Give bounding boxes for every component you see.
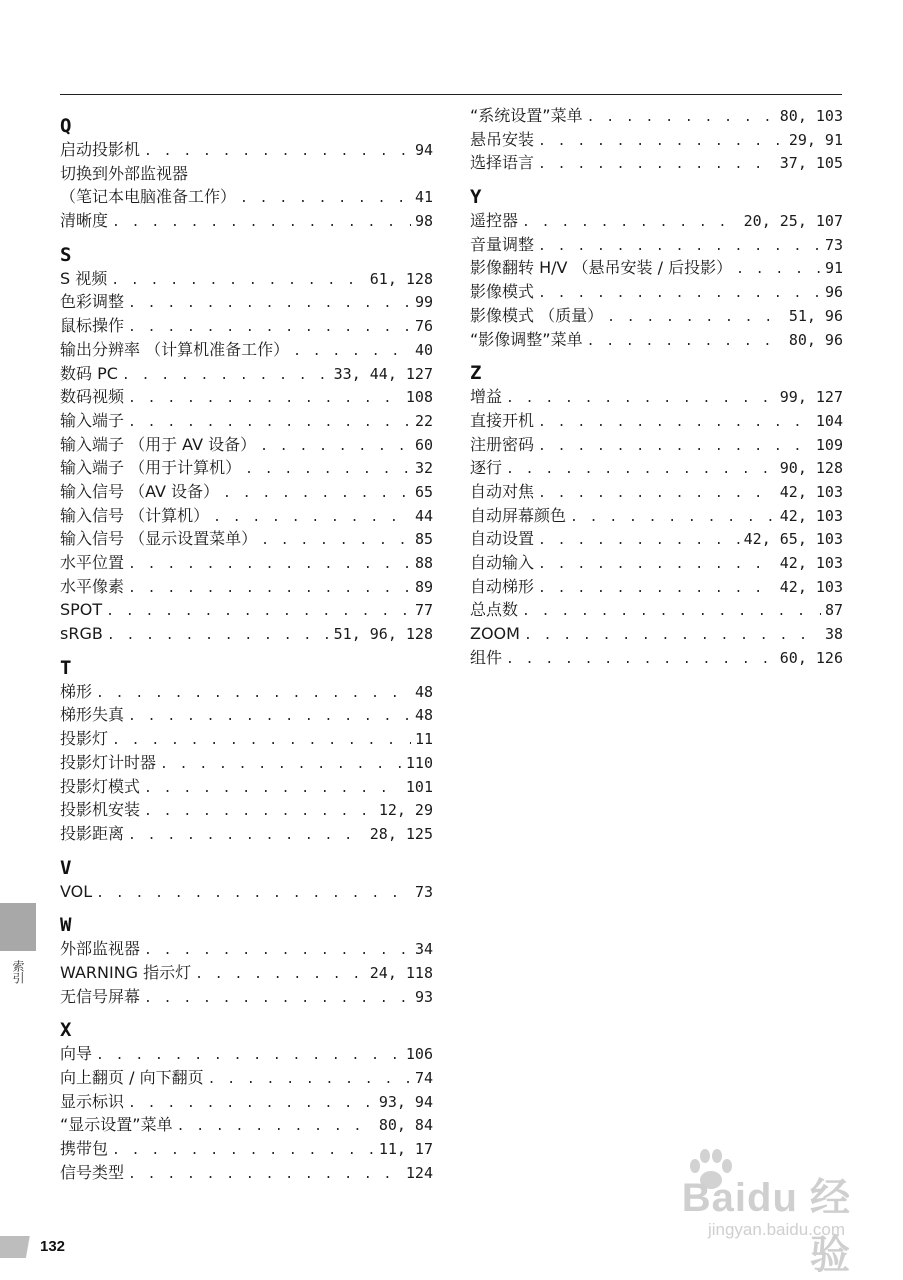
dot-leader xyxy=(538,553,776,575)
index-column-left xyxy=(60,104,433,1184)
index-section xyxy=(60,1018,433,1184)
dot-leader xyxy=(538,435,812,457)
dot-leader xyxy=(522,600,821,622)
entry-pages: 11, 17 xyxy=(378,1140,433,1159)
entry-pages: 22 xyxy=(414,411,433,430)
chapter-label: 索引 xyxy=(11,960,25,984)
dot-leader xyxy=(538,529,740,551)
entry-term: 音量调整 xyxy=(470,234,535,254)
entry-pages: 42, 103 xyxy=(779,482,843,501)
dot-leader xyxy=(128,1092,375,1114)
entry-term: 数码 PC xyxy=(60,363,118,383)
entry-term: 总点数 xyxy=(470,600,519,620)
index-entry xyxy=(60,751,433,775)
section-letter: Q xyxy=(60,115,72,137)
dot-leader xyxy=(128,1163,402,1185)
entry-term: 外部监视器 xyxy=(60,939,141,959)
dot-leader xyxy=(106,600,411,622)
index-entry xyxy=(60,1090,433,1114)
index-entry xyxy=(60,775,433,799)
dot-leader xyxy=(96,882,411,904)
entry-pages: 29, 91 xyxy=(788,130,843,149)
index-entry xyxy=(470,104,843,128)
entry-pages: 110 xyxy=(405,753,433,772)
dot-leader xyxy=(128,316,411,338)
entry-term: 自动屏幕颜色 xyxy=(470,505,567,525)
dot-leader xyxy=(144,939,411,961)
entry-pages: 34 xyxy=(414,940,433,959)
dot-leader xyxy=(506,387,776,409)
dot-leader xyxy=(111,269,366,291)
entry-pages: 73 xyxy=(824,235,843,254)
index-entry xyxy=(470,128,843,152)
index-entry xyxy=(470,433,843,457)
entry-pages: 74 xyxy=(414,1069,433,1087)
entry-pages: 51, 96 xyxy=(788,306,843,325)
dot-leader xyxy=(240,187,411,209)
entry-term: 向导 xyxy=(60,1044,93,1064)
entry-pages: 89 xyxy=(414,577,433,596)
watermark-url: jingyan.baidu.com xyxy=(707,1220,845,1239)
entry-pages: 90, 128 xyxy=(779,459,843,478)
dot-leader xyxy=(208,1068,411,1090)
entry-term: “显示设置”菜单 xyxy=(60,1115,173,1135)
watermark xyxy=(651,1148,851,1277)
entry-term: WARNING 指示灯 xyxy=(60,962,192,982)
index-entry xyxy=(60,385,433,409)
entry-term: 直接开机 xyxy=(470,410,535,430)
entry-term: （笔记本电脑准备工作） xyxy=(60,187,237,207)
index-entry xyxy=(60,267,433,291)
entry-term: “影像调整”菜单 xyxy=(470,329,583,349)
entry-term: 投影灯模式 xyxy=(60,776,141,796)
index-entry xyxy=(60,798,433,822)
entry-term: 投影灯 xyxy=(60,729,109,749)
index-entry xyxy=(60,338,433,362)
entry-term: 影像模式 xyxy=(470,282,535,302)
index-entry xyxy=(60,551,433,575)
entry-pages: 61, 128 xyxy=(369,269,433,288)
entry-term: 启动投影机 xyxy=(60,140,141,159)
index-section xyxy=(470,104,843,175)
dot-leader xyxy=(177,1115,375,1137)
entry-term: SPOT xyxy=(60,600,103,620)
dot-leader xyxy=(245,458,411,480)
entry-pages: 87 xyxy=(824,601,843,620)
index-section xyxy=(60,856,433,904)
entry-pages: 80, 96 xyxy=(788,330,843,349)
watermark-logo: Baidu 经验 xyxy=(681,1176,851,1277)
entry-term: 梯形失真 xyxy=(60,705,125,725)
index-entry xyxy=(60,961,433,985)
entry-term: 注册密码 xyxy=(470,434,535,454)
index-entry xyxy=(60,504,433,528)
index-entry xyxy=(60,314,433,338)
entry-term: 输入端子 xyxy=(60,410,125,430)
entry-term: sRGB xyxy=(60,624,103,644)
index-entry xyxy=(60,985,433,1009)
index-entry xyxy=(470,151,843,175)
index-section xyxy=(60,243,433,646)
entry-term: 向上翻页 / 向下翻页 xyxy=(60,1068,204,1087)
index-entry xyxy=(60,433,433,457)
entry-pages: 33, 44, 127 xyxy=(333,364,433,383)
index-entry xyxy=(470,480,843,504)
entry-term: 输出分辨率 （计算机准备工作） xyxy=(60,339,290,359)
entry-pages: 109 xyxy=(815,435,843,454)
entry-term: 逐行 xyxy=(470,458,503,478)
entry-pages: 20, 25, 107 xyxy=(743,212,843,231)
dot-leader xyxy=(607,306,785,328)
dot-leader xyxy=(538,411,812,433)
dot-leader xyxy=(128,411,411,433)
dot-leader xyxy=(524,624,821,646)
index-entry xyxy=(60,527,433,551)
entry-term: 清晰度 xyxy=(60,211,109,231)
dot-leader xyxy=(96,682,411,704)
entry-pages: 96 xyxy=(824,283,843,302)
entry-term: 切换到外部监视器 xyxy=(60,163,189,183)
index-section xyxy=(60,656,433,846)
entry-term: 自动对焦 xyxy=(470,481,535,501)
entry-term: 投影机安装 xyxy=(60,800,141,820)
entry-term: 水平位置 xyxy=(60,553,125,572)
index-entry xyxy=(470,328,843,352)
entry-term: “系统设置”菜单 xyxy=(470,106,583,125)
dot-leader xyxy=(128,705,411,727)
index-section xyxy=(60,114,433,233)
index-section xyxy=(470,185,843,351)
dot-leader xyxy=(506,458,776,480)
entry-pages: 12, 29 xyxy=(378,801,433,820)
index-entry xyxy=(60,680,433,704)
entry-term: 自动梯形 xyxy=(470,576,535,596)
entry-pages: 94 xyxy=(414,141,433,159)
index-entry xyxy=(60,362,433,386)
dot-leader xyxy=(522,211,740,233)
entry-term: 输入信号 （计算机） xyxy=(60,505,210,525)
entry-term: 鼠标操作 xyxy=(60,316,125,336)
dot-leader xyxy=(195,963,366,985)
index-entry xyxy=(60,290,433,314)
section-letter: X xyxy=(60,1019,72,1042)
entry-pages: 124 xyxy=(405,1163,433,1182)
dot-leader xyxy=(112,1139,375,1161)
dot-leader xyxy=(587,106,776,128)
index-entry xyxy=(470,527,843,551)
index-entry xyxy=(470,304,843,328)
dot-leader xyxy=(538,577,776,599)
entry-term: 影像模式 （质量） xyxy=(470,305,604,325)
entry-pages: 48 xyxy=(414,682,433,701)
entry-term: 显示标识 xyxy=(60,1091,125,1111)
entry-pages: 44 xyxy=(414,506,433,525)
entry-pages: 101 xyxy=(405,777,433,796)
entry-term: 选择语言 xyxy=(470,153,535,173)
entry-pages: 93 xyxy=(414,987,433,1006)
dot-leader xyxy=(112,211,411,233)
dot-leader xyxy=(96,1044,402,1066)
dot-leader xyxy=(122,364,330,386)
chapter-tab xyxy=(0,903,36,951)
index-entry xyxy=(60,138,433,162)
entry-pages: 99, 127 xyxy=(779,388,843,407)
index-entry xyxy=(60,1161,433,1185)
entry-pages: 106 xyxy=(405,1045,433,1064)
section-letter: Z xyxy=(470,362,482,385)
entry-term: S 视频 xyxy=(60,268,108,288)
index-entry xyxy=(470,256,843,280)
entry-term: ZOOM xyxy=(470,624,520,644)
entry-pages: 42, 103 xyxy=(779,506,843,525)
entry-term: 投影距离 xyxy=(60,823,125,843)
entry-pages: 104 xyxy=(815,411,843,430)
index-entry xyxy=(60,880,433,904)
dot-leader xyxy=(128,553,411,575)
entry-term: 输入信号 （AV 设备） xyxy=(60,481,220,501)
section-letter: V xyxy=(60,856,72,879)
entry-pages: 93, 94 xyxy=(378,1092,433,1111)
dot-leader xyxy=(506,648,776,670)
entry-pages: 38 xyxy=(824,625,843,644)
dot-leader xyxy=(144,800,375,822)
entry-pages: 48 xyxy=(414,706,433,725)
entry-pages: 80, 84 xyxy=(378,1116,433,1135)
index-section xyxy=(60,913,433,1008)
entry-term: 输入端子 （用于 AV 设备） xyxy=(60,434,257,454)
entry-pages: 80, 103 xyxy=(779,107,843,125)
dot-leader xyxy=(587,330,785,352)
entry-pages: 37, 105 xyxy=(779,154,843,173)
entry-pages: 85 xyxy=(414,530,433,549)
index-entry xyxy=(470,209,843,233)
entry-pages: 60 xyxy=(414,435,433,454)
index-entry xyxy=(470,280,843,304)
index-entry xyxy=(60,822,433,846)
entry-term: 投影灯计时器 xyxy=(60,752,157,772)
index-column-right xyxy=(470,104,843,669)
index-entry xyxy=(60,185,433,209)
dot-leader xyxy=(128,292,411,314)
entry-pages: 76 xyxy=(414,317,433,336)
dot-leader xyxy=(223,482,411,504)
dot-leader xyxy=(128,824,366,846)
entry-pages: 91 xyxy=(824,259,843,278)
index-entry xyxy=(60,480,433,504)
index-entry xyxy=(60,456,433,480)
entry-term: VOL xyxy=(60,881,93,901)
index-entry xyxy=(60,727,433,751)
dot-leader xyxy=(160,753,402,775)
entry-pages: 65 xyxy=(414,482,433,501)
top-rule xyxy=(60,94,842,95)
dot-leader xyxy=(144,777,402,799)
entry-term: 色彩调整 xyxy=(60,292,125,312)
entry-pages: 73 xyxy=(414,882,433,901)
dot-leader xyxy=(538,153,776,175)
entry-term: 输入端子 （用于计算机） xyxy=(60,458,242,478)
entry-term: 增益 xyxy=(470,387,503,407)
entry-pages: 60, 126 xyxy=(779,648,843,667)
entry-term: 输入信号 （显示设置菜单） xyxy=(60,529,258,549)
index-entry xyxy=(470,456,843,480)
index-entry xyxy=(60,1137,433,1161)
index-entry xyxy=(470,551,843,575)
entry-pages: 11 xyxy=(414,730,433,749)
index-entry xyxy=(60,1113,433,1137)
index-entry xyxy=(470,385,843,409)
dot-leader xyxy=(736,258,821,280)
page-number: 132 xyxy=(40,1238,66,1255)
dot-leader xyxy=(570,506,776,528)
entry-term: 无信号屏幕 xyxy=(60,986,141,1006)
index-entry xyxy=(60,162,433,186)
index-entry xyxy=(60,409,433,433)
dot-leader xyxy=(144,140,411,162)
section-letter: W xyxy=(60,914,72,937)
index-entry xyxy=(470,233,843,257)
index-entry xyxy=(470,622,843,646)
dot-leader xyxy=(144,987,411,1009)
index-entry xyxy=(470,504,843,528)
entry-pages: 24, 118 xyxy=(369,963,433,982)
entry-term: 信号类型 xyxy=(60,1162,125,1182)
entry-term: 携带包 xyxy=(60,1139,109,1159)
entry-pages: 40 xyxy=(414,340,433,359)
entry-term: 数码视频 xyxy=(60,387,125,407)
dot-leader xyxy=(538,130,785,152)
entry-pages: 42, 103 xyxy=(779,577,843,596)
dot-leader xyxy=(538,235,821,257)
dot-leader xyxy=(538,282,821,304)
dot-leader xyxy=(261,529,411,551)
entry-term: 悬吊安装 xyxy=(470,129,535,149)
entry-term: 自动输入 xyxy=(470,553,535,572)
entry-pages: 98 xyxy=(414,212,433,231)
index-entry xyxy=(60,937,433,961)
dot-leader xyxy=(538,482,776,504)
index-entry xyxy=(470,646,843,670)
dot-leader xyxy=(213,506,411,528)
entry-pages: 51, 96, 128 xyxy=(333,625,433,644)
entry-pages: 28, 125 xyxy=(369,824,433,843)
index-entry xyxy=(60,703,433,727)
entry-term: 梯形 xyxy=(60,681,93,701)
index-entry xyxy=(60,622,433,646)
entry-pages: 77 xyxy=(414,601,433,620)
dot-leader xyxy=(128,577,411,599)
index-entry xyxy=(470,598,843,622)
dot-leader xyxy=(112,729,411,751)
section-letter: S xyxy=(60,243,72,266)
section-letter: Y xyxy=(470,186,482,209)
entry-pages: 32 xyxy=(414,459,433,478)
index-entry xyxy=(60,575,433,599)
index-entry xyxy=(470,409,843,433)
dot-leader xyxy=(128,387,402,409)
entry-term: 组件 xyxy=(470,647,503,667)
index-section xyxy=(470,361,843,669)
entry-pages: 108 xyxy=(405,388,433,407)
section-letter: T xyxy=(60,656,72,679)
entry-pages: 99 xyxy=(414,293,433,312)
dot-leader xyxy=(293,340,411,362)
entry-term: 自动设置 xyxy=(470,529,535,549)
index-entry xyxy=(60,209,433,233)
index-entry xyxy=(60,1066,433,1090)
entry-term: 影像翻转 H/V （悬吊安装 / 后投影） xyxy=(470,258,733,278)
index-entry xyxy=(60,598,433,622)
entry-pages: 88 xyxy=(414,554,433,572)
dot-leader xyxy=(107,624,330,646)
entry-pages: 42, 103 xyxy=(779,554,843,572)
entry-term: 遥控器 xyxy=(470,211,519,231)
index-entry xyxy=(470,575,843,599)
entry-pages: 42, 65, 103 xyxy=(743,530,843,549)
entry-pages: 41 xyxy=(414,188,433,207)
index-entry xyxy=(60,1042,433,1066)
entry-term: 水平像素 xyxy=(60,576,125,596)
dot-leader xyxy=(260,435,411,457)
